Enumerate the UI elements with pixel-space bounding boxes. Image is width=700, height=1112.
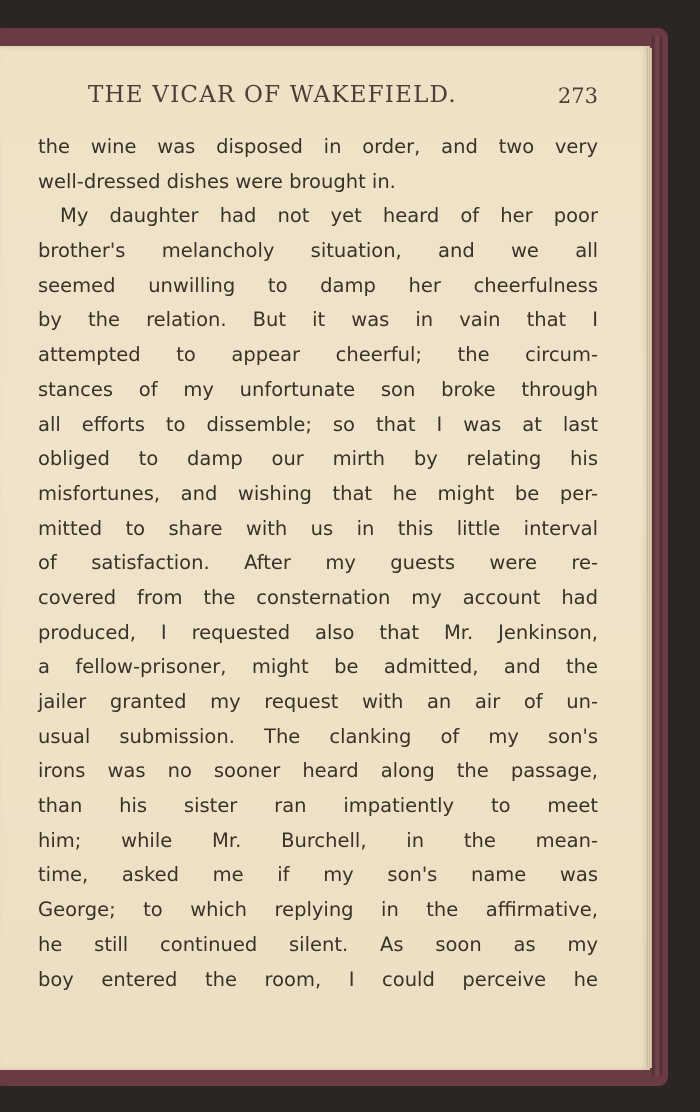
text-line: mitted to share with us in this little interval (38, 516, 598, 540)
text-line: attempted to appear cheerful; the circum- (38, 343, 598, 367)
text-line: usual submission. The clanking of my son's (38, 724, 598, 748)
text-line: of satisfaction. After my guests were re- (38, 551, 598, 575)
text-line: produced, I requested also that Mr. Jenkinson, (38, 620, 598, 644)
text-line: him; while Mr. Burchell, in the mean- (38, 828, 598, 852)
text-line: My daughter had not yet heard of her poor (60, 204, 598, 228)
page-header (88, 82, 598, 114)
text-line: the wine was disposed in order, and two very (38, 135, 598, 158)
text-line: seemed unwilling to damp her cheerfulness (38, 273, 598, 297)
text-line: by the relation. But it was in vain that I (38, 308, 598, 332)
text-line: than his sister ran impatiently to meet (38, 794, 598, 818)
text-line: boy entered the room, I could perceive he (38, 967, 598, 991)
text-line: irons was no sooner heard along the passage, (38, 759, 598, 783)
running-title: THE VICAR OF WAKEFIELD. (88, 82, 457, 108)
page-edges (646, 48, 652, 1068)
page-number: 273 (557, 84, 598, 108)
text-line: brother's melancholy situation, and we all (38, 239, 598, 263)
body-text (38, 130, 598, 997)
text-line: well-dressed dishes were brought in. (38, 169, 396, 193)
text-line: jailer granted my request with an air of un- (38, 690, 598, 713)
cover-spine-edge (652, 36, 662, 1076)
text-line: misfortunes, and wishing that he might be per- (38, 481, 598, 505)
text-line: a fellow-prisoner, might be admitted, and the (38, 655, 598, 679)
text-line: George; to which replying in the affirmative, (38, 898, 598, 922)
text-line: stances of my unfortunate son broke through (38, 377, 598, 401)
text-line: time, asked me if my son's name was (38, 863, 598, 887)
text-line: covered from the consternation my account had (38, 585, 598, 609)
text-line: obliged to damp our mirth by relating his (38, 447, 598, 471)
text-line: all efforts to dissemble; so that I was at last (38, 412, 598, 436)
text-line: he still continued silent. As soon as my (38, 932, 598, 956)
